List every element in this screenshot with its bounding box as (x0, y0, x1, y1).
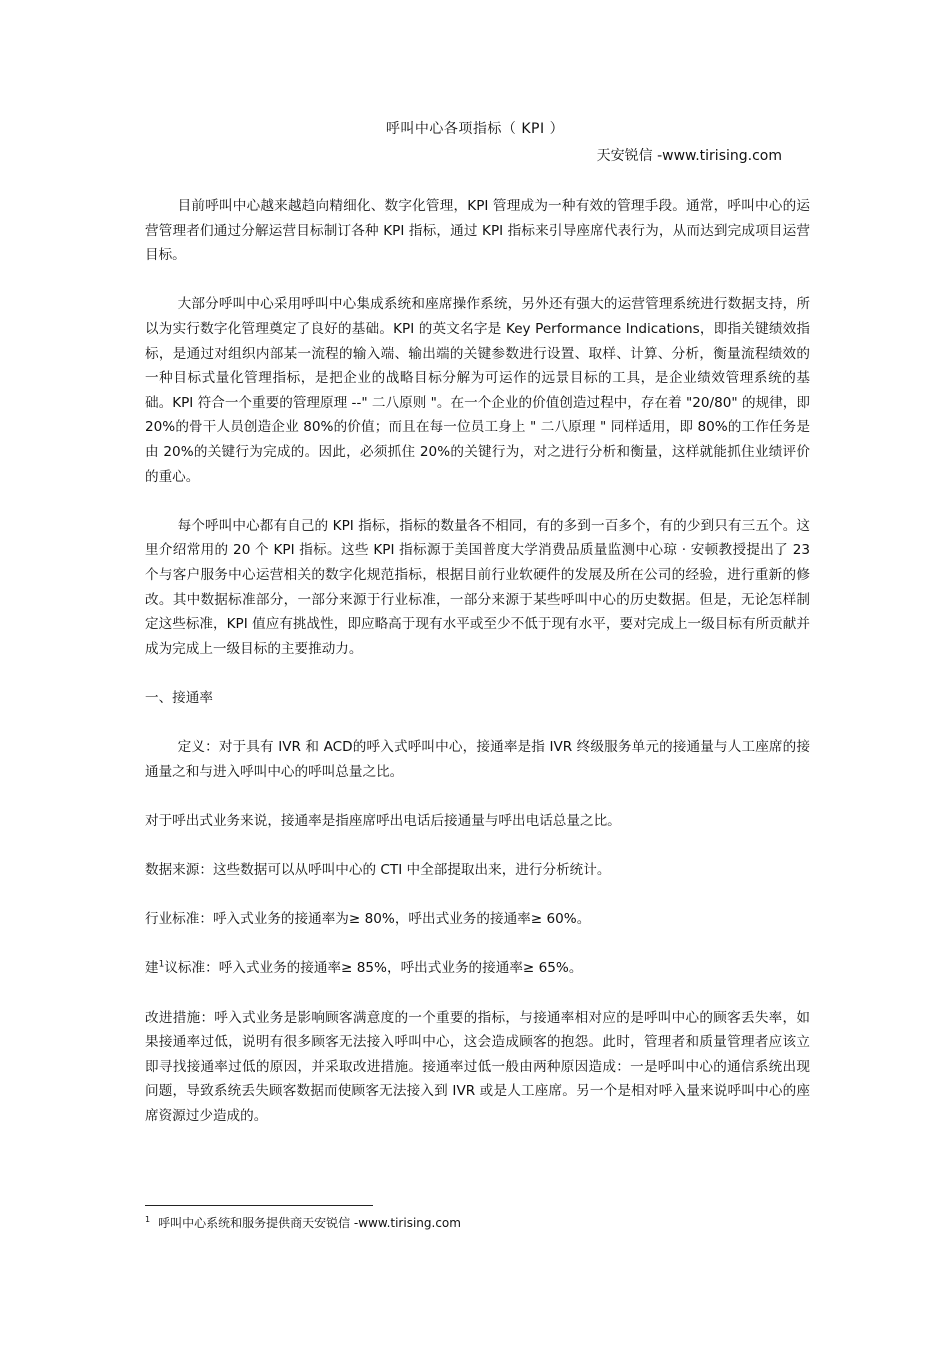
paragraph-outbound: 对于呼出式业务来说，接通率是指座席呼出电话后接通量与呼出电话总量之比。 (145, 812, 621, 829)
paragraph-improvement: 改进措施：呼入式业务是影响顾客满意度的一个重要的指标，与接通率相对应的是呼叫中心的顾客丢失率，如果接通率过低，说明有很多顾客无法接入呼叫中心，这会造成顾客的抱怨。此时，管理者和质量管理者应该立即寻找接通率过低的原因，并采取改进措施。接通率过低一般由两种原因造成：一是呼叫中心的通信系统出现问题，导致系统丢失顾客数据而使顾客无法接入到 IVR 或是人工座席。另一个是相对呼入量来说呼叫中心的座席资源过少造成的。 (145, 1009, 810, 1124)
suggest-prefix: 建 (145, 960, 159, 977)
section-heading: 一、接通率 (145, 689, 213, 706)
footnote-divider (145, 1205, 373, 1206)
paragraph-intro: 目前呼叫中心越来越趋向精细化、数字化管理，KPI 管理成为一种有效的管理手段。通常，呼叫中心的运营管理者们通过分解运营目标制订各种 KPI 指标，通过 KPI 指标来引导座席代表行为，从而达到完成项目运营目标。 (145, 198, 810, 264)
footnote-mark: 1 (145, 1215, 151, 1224)
paragraph-definition: 定义：对于具有 IVR 和 ACD的呼入式呼叫中心，接通率是指 IVR 终级服务单元的接通量与人工座席的接通量之和与进入呼叫中心的呼叫总量之比。 (145, 739, 810, 780)
footnote-text: 呼叫中心系统和服务提供商天安锐信 -www.tirising.com (158, 1216, 461, 1230)
document-body (145, 194, 810, 1153)
footnote-reference[interactable]: 1 (158, 959, 165, 970)
paragraph-suggested-standard (145, 956, 810, 981)
page-title: 呼叫中心各项指标（ KPI ） (385, 121, 565, 137)
paragraph-industry-standard: 行业标准：呼入式业务的接通率为≥ 80%，呼出式业务的接通率≥ 60%。 (145, 911, 591, 928)
byline: 天安锐信 -www.tirising.com (596, 148, 782, 164)
paragraph-data-source: 数据来源：这些数据可以从呼叫中心的 CTI 中全部提取出来，进行分析统计。 (145, 862, 611, 879)
suggest-text: 议标准：呼入式业务的接通率≥ 85%，呼出式业务的接通率≥ 65%。 (164, 960, 583, 977)
paragraph-kpi-definition: 大部分呼叫中心采用呼叫中心集成系统和座席操作系统，另外还有强大的运营管理系统进行数据支持，所以为实行数字化管理奠定了良好的基础。KPI 的英文名字是 Key Performance Indications，即指关键绩效指标，是通过对组织内部某一流程的输入端、输出端的关键参数进行设置、取样、计算、分析，衡量流程绩效的一种目标式量化管理指标，是把企业的战略目标分解为可运作的远景目标的工具，是企业绩效管理系统的基础。KPI 符合一个重要的管理原理 --" 二八原则 "。在一个企业的价值创造过程中，存在着 "20/80" 的规律，即 20%的骨干人员创造企业 80%的价值；而且在每一位员工身上 " 二八原理 " 同样适用，即 80%的工作任务是由 20%的关键行为完成的。因此，必须抓住 20%的关键行为，对之进行分析和衡量，这样就能抓住业绩评价的重心。 (145, 296, 810, 485)
footnote (145, 1214, 461, 1232)
paragraph-kpi-sources: 每个呼叫中心都有自己的 KPI 指标，指标的数量各不相同，有的多到一百多个，有的少到只有三五个。这里介绍常用的 20 个 KPI 指标。这些 KPI 指标源于美国普度大学消费品质量监测中心琼 · 安顿教授提出了 23 个与客户服务中心运营相关的数字化规范指标，根据目前行业软硬件的发展及所在公司的经验，进行重新的修改。其中数据标准部分，一部分来源于行业标准，一部分来源于某些呼叫中心的历史数据。但是，无论怎样制定这些标准，KPI 值应有挑战性，即应略高于现有水平或至少不低于现有水平，要对完成上一级目标有所贡献并成为完成上一级目标的主要推动力。 (145, 517, 810, 657)
